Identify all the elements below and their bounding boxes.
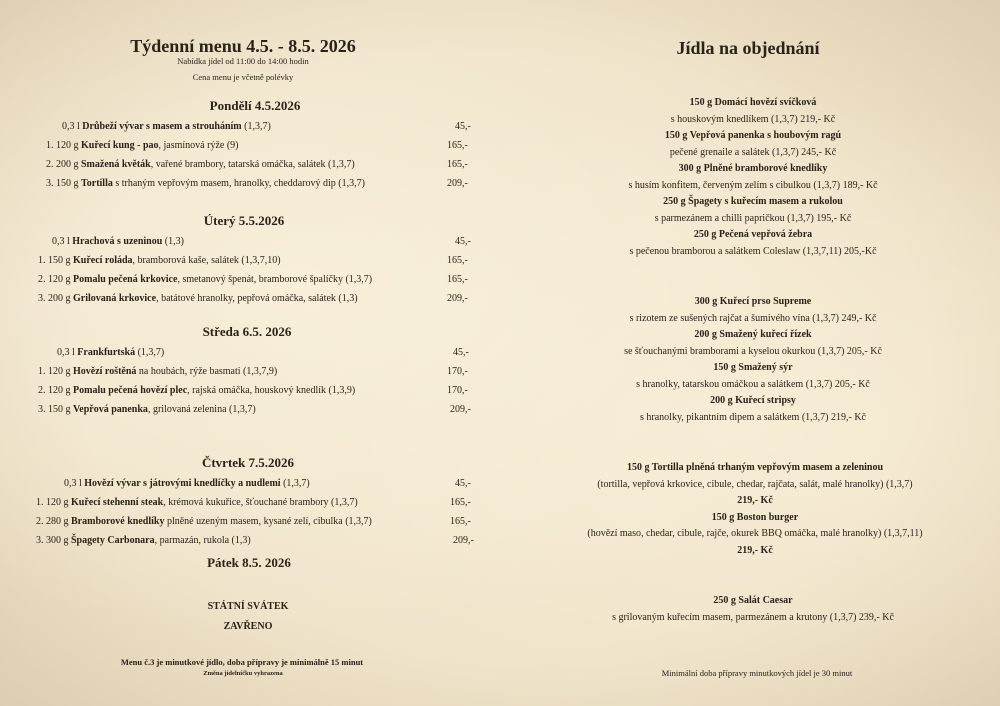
order-detail-line: (hovězí maso, chedar, cibule, rajče, okurek BBQ omáčka, malé hranolky) (1,3,7,11) bbox=[587, 528, 923, 539]
item-dish-name: Kuřecí stehenní steak bbox=[71, 497, 164, 508]
order-dish-line: 300 g Kuřecí prso Supreme bbox=[694, 296, 812, 307]
menu-change-note: Změna jídelníčku vyhrazena bbox=[203, 670, 283, 677]
order-detail-line: s rizotem ze sušených rajčat a šumivého vína (1,3,7) 249,- Kč bbox=[629, 313, 877, 324]
item-description: , vařené brambory, tatarská omáčka, salátek (1,3,7) bbox=[150, 159, 355, 170]
menu-item bbox=[46, 140, 239, 151]
item-price: 45,- bbox=[453, 347, 469, 358]
item-price: 165,- bbox=[447, 140, 468, 151]
item-dish-name: Drůbeží vývar s masem a strouháním bbox=[82, 121, 242, 132]
item-portion: 1. 120 g bbox=[46, 140, 79, 151]
item-description: , rajská omáčka, houskový knedlík (1,3,9) bbox=[187, 385, 356, 396]
item-dish-name: Tortilla bbox=[81, 178, 113, 189]
item-price: 170,- bbox=[447, 385, 468, 396]
day-heading: Úterý 5.5.2026 bbox=[203, 213, 285, 228]
order-detail-line: s hranolky, tatarskou omáčkou a salátkem (1,3,7) 205,- Kč bbox=[636, 379, 870, 390]
item-price: 209,- bbox=[447, 293, 468, 304]
item-price: 45,- bbox=[455, 478, 471, 489]
order-menu-title: Jídla na objednání bbox=[676, 38, 820, 58]
item-dish-name: Vepřová panenka bbox=[73, 404, 148, 415]
item-dish-name: Špagety Carbonara bbox=[71, 535, 155, 546]
order-detail-line: s houskovým knedlíkem (1,3,7) 219,- Kč bbox=[670, 114, 836, 125]
menu-item bbox=[38, 385, 355, 396]
day-heading: Čtvrtek 7.5.2026 bbox=[201, 455, 295, 470]
order-detail-line: pečené grenaile a salátek (1,3,7) 245,- Kč bbox=[669, 147, 837, 158]
menu-item bbox=[36, 535, 251, 546]
item-portion: 0,3 l bbox=[52, 236, 70, 247]
order-detail-line: s hranolky, pikantním dipem a salátkem (1,3,7) 219,- Kč bbox=[640, 412, 866, 423]
menu-item bbox=[36, 516, 372, 527]
item-portion: 1. 120 g bbox=[38, 366, 71, 377]
item-portion: 2. 280 g bbox=[36, 516, 69, 527]
menu-item bbox=[52, 236, 184, 247]
item-portion: 0,3 l bbox=[57, 347, 75, 358]
item-description: , batátové hranolky, pepřová omáčka, salátek (1,3) bbox=[156, 293, 358, 304]
item-dish-name: Smažená květák bbox=[81, 159, 151, 170]
item-description: (1,3) bbox=[162, 236, 184, 247]
serving-hours: Nabídka jídel od 11:00 do 14:00 hodin bbox=[177, 56, 309, 66]
item-dish-name: Hovězí vývar s játrovými knedlíčky a nudlemi bbox=[84, 478, 281, 489]
item-description: , krémová kukuřice, šťouchané brambory (1,3,7) bbox=[163, 497, 358, 508]
item-price: 165,- bbox=[447, 255, 468, 266]
menu-item bbox=[36, 497, 358, 508]
item-portion: 0,3 l bbox=[64, 478, 82, 489]
item-portion: 1. 120 g bbox=[36, 497, 69, 508]
order-dish-line: 150 g Tortilla plněná trhaným vepřovým masem a zeleninou bbox=[626, 462, 884, 473]
menu-item bbox=[38, 366, 277, 377]
order-dish-line: 150 g Domácí hovězí svíčková bbox=[689, 97, 817, 108]
item-description: , jasmínová rýže (9) bbox=[158, 140, 239, 151]
item-price: 209,- bbox=[453, 535, 474, 546]
order-dish-line: 250 g Salát Caesar bbox=[713, 595, 793, 606]
item-dish-name: Grilovaná krkovice bbox=[73, 293, 157, 304]
order-dish-line: 150 g Boston burger bbox=[711, 512, 799, 523]
menu-item bbox=[62, 121, 271, 132]
order-dish-line: 250 g Špagety s kuřecím masem a rukolou bbox=[663, 196, 843, 207]
item-description: , smetanový špenát, bramborové špalíčky (1,3,7) bbox=[177, 274, 373, 285]
item-description: na houbách, rýže basmati (1,3,7,9) bbox=[136, 366, 278, 377]
item-dish-name: Hovězí roštěná bbox=[73, 366, 137, 377]
order-detail-line: s parmezánem a chilli papričkou (1,3,7) 195,- Kč bbox=[654, 213, 852, 224]
order-dish-line: 250 g Pečená vepřová žebra bbox=[693, 229, 813, 240]
order-detail-line: s grilovaným kuřecím masem, parmezánem a krutony (1,3,7) 239,- Kč bbox=[612, 612, 894, 623]
item-price: 165,- bbox=[447, 159, 468, 170]
item-dish-name: Pomalu pečená hovězí plec bbox=[73, 385, 188, 396]
item-portion: 2. 200 g bbox=[46, 159, 79, 170]
order-detail-line: s pečenou bramborou a salátkem Coleslaw (1,3,7,11) 205,-Kč bbox=[629, 246, 877, 257]
order-dish-line: 219,- Kč bbox=[737, 545, 773, 556]
item-description: (1,3,7) bbox=[280, 478, 310, 489]
order-dish-line: 300 g Plněné bramborové knedlíky bbox=[678, 163, 828, 174]
day-heading: Pondělí 4.5.2026 bbox=[209, 98, 301, 113]
item-price: 45,- bbox=[455, 121, 471, 132]
item-price: 165,- bbox=[450, 497, 471, 508]
item-dish-name: Bramborové knedlíky bbox=[71, 516, 165, 527]
menu-item bbox=[38, 404, 256, 415]
item-portion: 3. 150 g bbox=[46, 178, 79, 189]
item-price: 45,- bbox=[455, 236, 471, 247]
item-description: (1,3,7) bbox=[241, 121, 271, 132]
menu-item bbox=[38, 255, 281, 266]
order-detail-line: s husím konfitem, červeným zelím s cibulkou (1,3,7) 189,- Kč bbox=[628, 180, 878, 191]
item-dish-name: Hrachová s uzeninou bbox=[72, 236, 163, 247]
day-heading: Středa 6.5. 2026 bbox=[202, 324, 292, 339]
order-dish-line: 219,- Kč bbox=[737, 495, 773, 506]
order-dish-line: 200 g Smažený kuřecí řízek bbox=[694, 329, 812, 340]
order-dish-line: 150 g Vepřová panenka s houbovým ragú bbox=[664, 130, 842, 141]
item-portion: 2. 120 g bbox=[38, 274, 71, 285]
item-price: 165,- bbox=[450, 516, 471, 527]
weekly-menu-title: Týdenní menu 4.5. - 8.5. 2026 bbox=[130, 36, 356, 56]
day-heading-friday: Pátek 8.5. 2026 bbox=[207, 555, 291, 570]
item-description: , bramborová kaše, salátek (1,3,7,10) bbox=[132, 255, 281, 266]
menu-item bbox=[38, 274, 372, 285]
item-dish-name: Kuřecí kung - pao bbox=[81, 140, 159, 151]
item-portion: 2. 120 g bbox=[38, 385, 71, 396]
left-footer-note: Menu č.3 je minutkové jídlo, doba přípravy je minimálně 15 minut bbox=[120, 657, 364, 667]
holiday-notice: STÁTNÍ SVÁTEK bbox=[207, 601, 289, 612]
item-portion: 3. 300 g bbox=[36, 535, 69, 546]
order-dish-line: 200 g Kuřecí stripsy bbox=[710, 395, 796, 406]
closed-notice: ZAVŘENO bbox=[223, 621, 273, 632]
menu-item bbox=[46, 178, 365, 189]
item-description: , parmazán, rukola (1,3) bbox=[154, 535, 251, 546]
item-portion: 3. 150 g bbox=[38, 404, 71, 415]
item-portion: 0,3 l bbox=[62, 121, 80, 132]
soup-price-note: Cena menu je včetně polévky bbox=[192, 72, 294, 82]
order-detail-line: se šťouchanými bramborami a kyselou okurkou (1,3,7) 205,- Kč bbox=[624, 346, 882, 357]
menu-item bbox=[46, 159, 355, 170]
item-price: 170,- bbox=[447, 366, 468, 377]
item-description: s trhaným vepřovým masem, hranolky, cheddarový dip (1,3,7) bbox=[112, 178, 365, 189]
menu-item bbox=[57, 347, 164, 358]
item-dish-name: Frankfurtská bbox=[77, 347, 136, 358]
item-price: 209,- bbox=[447, 178, 468, 189]
item-portion: 3. 200 g bbox=[38, 293, 71, 304]
item-description: , grilovaná zelenina (1,3,7) bbox=[147, 404, 256, 415]
right-footer-note: Minimální doba přípravy minutkových jídel je 30 minut bbox=[661, 668, 853, 678]
menu-item bbox=[64, 478, 310, 489]
item-description: (1,3,7) bbox=[135, 347, 165, 358]
item-dish-name: Kuřecí roláda bbox=[73, 255, 133, 266]
order-dish-line: 150 g Smažený sýr bbox=[713, 362, 793, 373]
item-dish-name: Pomalu pečená krkovice bbox=[73, 274, 178, 285]
item-price: 165,- bbox=[447, 274, 468, 285]
item-portion: 1. 150 g bbox=[38, 255, 71, 266]
order-detail-line: (tortilla, vepřová krkovice, cibule, chedar, rajčata, salát, malé hranolky) (1,3,7) bbox=[597, 479, 913, 490]
item-description: plněné uzeným masem, kysané zelí, cibulka (1,3,7) bbox=[164, 516, 372, 527]
menu-item bbox=[38, 293, 358, 304]
item-price: 209,- bbox=[450, 404, 471, 415]
